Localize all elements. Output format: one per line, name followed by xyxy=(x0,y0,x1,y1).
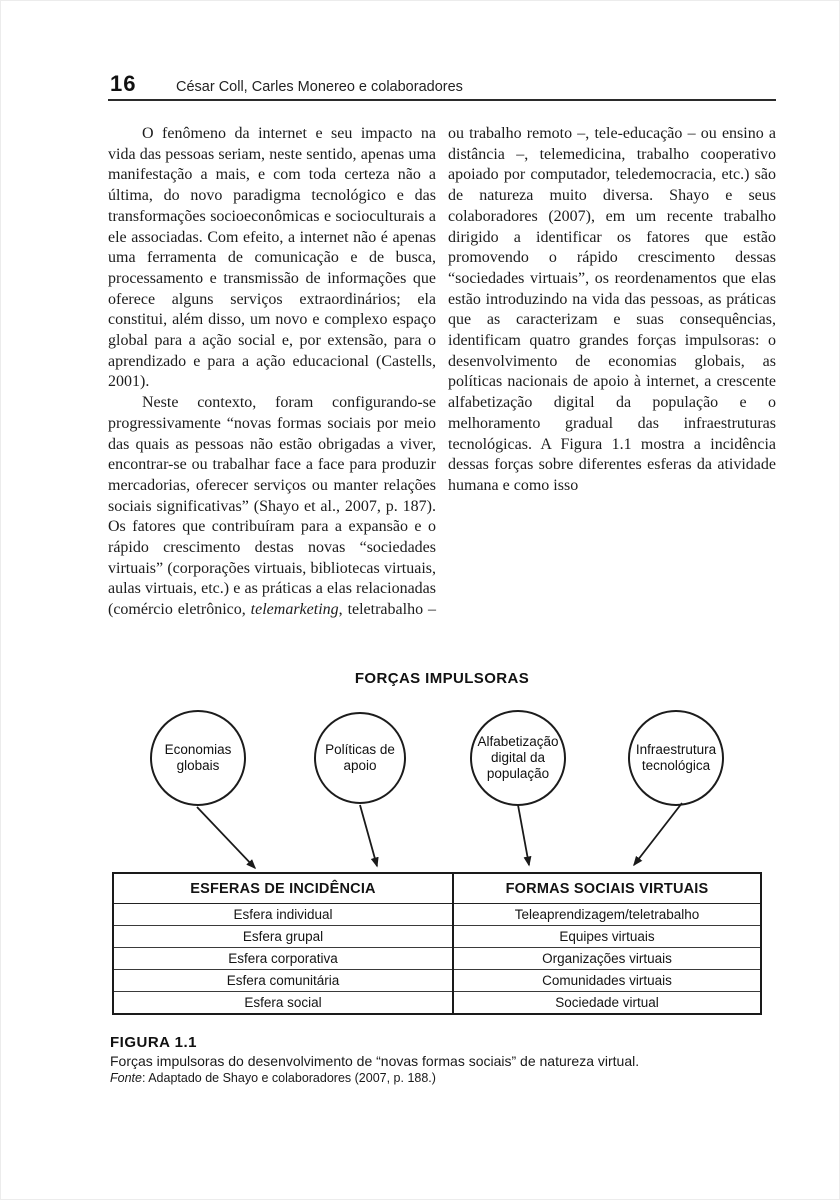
table-row xyxy=(113,926,761,948)
figure-title: FORÇAS IMPULSORAS xyxy=(354,670,530,687)
force-circle-economias-globais xyxy=(150,710,246,806)
table-cell: Equipes virtuais xyxy=(453,926,761,948)
figure-caption-label: FIGURA 1.1 xyxy=(110,1034,197,1051)
table-row xyxy=(113,948,761,970)
force-circle-label: Políticas de apoio xyxy=(325,742,395,773)
page-number: 16 xyxy=(110,71,137,96)
figure-caption-source: Fonte: Adaptado de Shayo e colaboradores (2007, p. 188.) xyxy=(110,1071,436,1085)
force-circle-label: Economias globais xyxy=(164,742,232,773)
arrow-icon-3 xyxy=(518,805,529,865)
table-row xyxy=(113,992,761,1015)
arrow-icon-1 xyxy=(197,807,255,868)
table-row xyxy=(113,904,761,926)
arrow-icon-2 xyxy=(360,805,377,866)
force-circle-label: Infraestrutura tecnológica xyxy=(635,742,717,773)
table-cell: Teleaprendizagem/teletrabalho xyxy=(453,904,761,926)
force-circle-label: Alfabetização digital da população xyxy=(477,734,559,781)
paragraph-2: Neste contexto, foram configurando-se progressivamente “novas formas sociais por meio das quais as pessoas não estão obrigadas a viver, encontrar-se ou trabalhar face a face para produzir mercadorias, oferecer serviços ou manter relações sociais significativas” (Shayo et al., 2007, p. 187). Os fatores que contribuíram para a expansão e o rápido crescimento destas novas “sociedades virtuais” (corporações virtuais, bibliotecas virtuais, aulas virtuais, etc.) e as práticas a elas relacionadas (comércio eletrônico, telemarketing, teletrabalho – ou trabalho remoto –, tele-educação – ou ensino a distância –, telemedicina, trabalho cooperativo apoiado por computador, teledemocracia, etc.) são de natureza muito diversa. Shayo e seus colaboradores (2007), em um recente trabalho dirigido a identificar os fatores que estão promovendo o rápido crescimento dessas “sociedades virtuais”, os reordenamentos que elas estão introduzindo na vida das pessoas, as práticas que as caracterizam e suas consequências, identificam quatro grandes forças impulsoras: o desenvolvimento de economias globais, as políticas nacionais de apoio à internet, a crescente alfabetização digital da população e o melhoramento gradual das infraestruturas tecnológicas. A Figura 1.1 mostra a incidência dessas forças sobre diferentes esferas da atividade humana e como isso xyxy=(108,125,776,619)
body-text xyxy=(108,124,776,626)
table-cell: Esfera social xyxy=(113,992,453,1015)
table-row xyxy=(113,970,761,992)
table-cell: Organizações virtuais xyxy=(453,948,761,970)
arrow-icon-4 xyxy=(634,803,682,865)
table-header-esferas: ESFERAS DE INCIDÊNCIA xyxy=(113,873,453,904)
running-head: César Coll, Carles Monereo e colaboradores xyxy=(176,79,463,95)
table-cell: Esfera individual xyxy=(113,904,453,926)
force-circle-infraestrutura xyxy=(628,710,724,806)
table-cell: Esfera grupal xyxy=(113,926,453,948)
table-cell: Esfera corporativa xyxy=(113,948,453,970)
table-cell: Comunidades virtuais xyxy=(453,970,761,992)
figure-caption-text: Forças impulsoras do desenvolvimento de “novas formas sociais” de natureza virtual. xyxy=(110,1053,640,1069)
table-cell: Esfera comunitária xyxy=(113,970,453,992)
force-circle-politicas-de-apoio xyxy=(314,712,406,804)
force-circle-alfabetizacao-digital xyxy=(470,710,566,806)
paragraph-1: O fenômeno da internet e seu impacto na vida das pessoas seriam, neste sentido, apenas uma manifestação a mais, e com toda certeza não a última, do novo paradigma tecnológico e das transformações socioeconômicas e socioculturais a ele associadas. Com efeito, a internet não é apenas uma ferramenta de comunicação e de busca, processamento e transmissão de informações que oferece alguns serviços extraordinários; ela constitui, além disso, um novo e complexo espaço global para a ação social e, por extensão, para o aprendizado e para a ação educacional (Castells, 2001). xyxy=(108,125,436,391)
incidence-table xyxy=(112,872,762,1015)
table-cell: Sociedade virtual xyxy=(555,994,659,1010)
table-header-formas: FORMAS SOCIAIS VIRTUAIS xyxy=(453,873,761,904)
table-header-row xyxy=(113,873,761,904)
header-rule xyxy=(108,99,776,101)
